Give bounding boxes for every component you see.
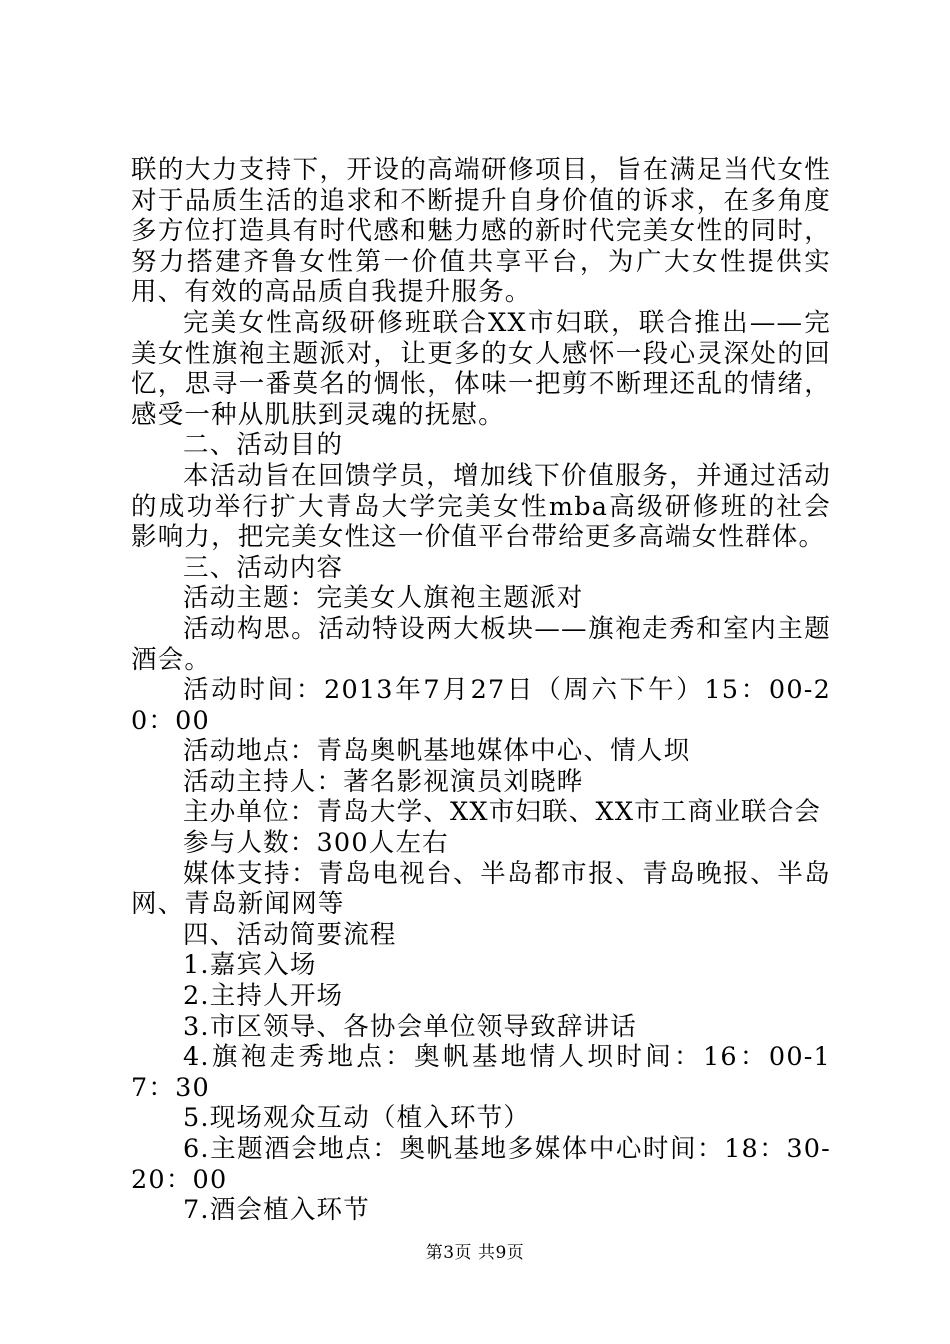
event-media-support: 媒体支持：青岛电视台、半岛都市报、青岛晚报、半岛网、青岛新闻网等 xyxy=(131,858,831,920)
event-time: 活动时间：2013年7月27日（周六下午）15：00-20：00 xyxy=(131,675,831,736)
event-host: 活动主持人：著名影视演员刘晓晔 xyxy=(183,766,584,797)
document-body xyxy=(131,155,831,1226)
party-intro-paragraph: 完美女性高级研修班联合XX市妇联，联合推出——完美女性旗袍主题派对，让更多的女人感怀一段心灵深处的回忆，思寻一番莫名的惆怅，体味一把剪不断理还乱的情绪，感受一种从肌肤到灵魂的抚慰。 xyxy=(131,307,831,430)
event-attendance: 参与人数：300人左右 xyxy=(183,828,449,859)
event-venue: 活动地点：青岛奥帆基地媒体中心、情人坝 xyxy=(183,736,691,767)
section-heading-content: 三、活动内容 xyxy=(183,552,344,583)
schedule-step: 4.旗袍走秀地点：奥帆基地情人坝时间：16：00-17：30 xyxy=(131,1042,831,1103)
schedule-step: 1.嘉宾入场 xyxy=(183,950,317,981)
schedule-step: 5.现场观众互动（植入环节） xyxy=(183,1103,531,1134)
schedule-step: 2.主持人开场 xyxy=(183,981,344,1012)
event-theme: 活动主题：完美女人旗袍主题派对 xyxy=(183,583,584,614)
schedule-step: 3.市区领导、各协会单位领导致辞讲话 xyxy=(183,1011,637,1042)
event-concept: 活动构思。活动特设两大板块——旗袍走秀和室内主题酒会。 xyxy=(131,613,831,675)
intro-paragraph-continued: 联的大力支持下，开设的高端研修项目，旨在满足当代女性对于品质生活的追求和不断提升自身价值的诉求，在多角度多方位打造具有时代感和魅力感的新时代完美女性的同时，努力搭建齐鲁女性第一价值共享平台，为广大女性提供实用、有效的高品质自我提升服务。 xyxy=(131,155,831,308)
schedule-step: 6.主题酒会地点：奥帆基地多媒体中心时间：18：30-20：00 xyxy=(131,1134,831,1195)
purpose-paragraph: 本活动旨在回馈学员，增加线下价值服务，并通过活动的成功举行扩大青岛大学完美女性mba高级研修班的社会影响力，把完美女性这一价值平台带给更多高端女性群体。 xyxy=(131,460,831,553)
schedule-step: 7.酒会植入环节 xyxy=(183,1195,370,1226)
section-heading-purpose: 二、活动目的 xyxy=(183,430,344,461)
event-organizer: 主办单位：青岛大学、XX市妇联、XX市工商业联合会 xyxy=(183,797,822,828)
section-heading-schedule: 四、活动简要流程 xyxy=(183,919,397,950)
page-number-footer: 第3页 共9页 xyxy=(425,1243,525,1263)
